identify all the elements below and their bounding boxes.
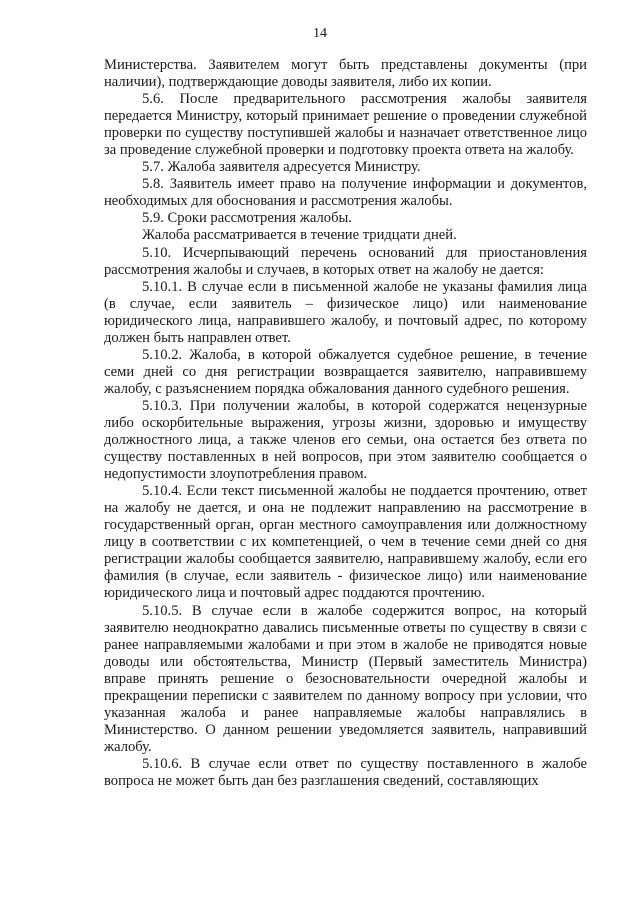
paragraph-5-10-3: 5.10.3. При получении жалобы, в которой содержатся нецензурные либо оскорбительные выражения, угрозы жизни, здоровью и имуществу должностного лица, а также членов его семьи, она остается без ответа по существу поставленных в ней вопросов, при этом заявителю сообщается о недопустимости злоупотребления правом. bbox=[104, 397, 587, 483]
paragraph-5-9: 5.9. Сроки рассмотрения жалобы. bbox=[142, 210, 352, 227]
paragraph-5-10-5: 5.10.5. В случае если в жалобе содержится вопрос, на который заявителю неоднократно давались письменные ответы по существу в связи с ранее направляемыми жалобами и при этом в жалобе не приводятся новые доводы или обстоятельства, Министр (Первый заместитель Министра) вправе принять решение о безосновательности очередной жалобы и прекращении переписки с заявителем по данному вопросу при условии, что указанная жалоба и ранее направляемые жалобы направлялись в Министерство. О данном решении уведомляется заявитель, направивший жалобу. bbox=[104, 602, 587, 755]
paragraph-5-10-2: 5.10.2. Жалоба, в которой обжалуется судебное решение, в течение семи дней со дня регистрации возвращается заявителю, направившему жалобу, с разъяснением порядка обжалования данного судебного решения. bbox=[104, 346, 587, 397]
paragraph-5-10-4: 5.10.4. Если текст письменной жалобы не поддается прочтению, ответ на жалобу не дается, и она не подлежит направлению на рассмотрение в государственный орган, орган местного самоуправления или должностному лицу в соответствии с их компетенцией, о чем в течение семи дней со дня регистрации жалобы сообщается заявителю, направившему жалобу, если его фамилия (в случае, если заявитель - физическое лицо) или наименование юридического лица и почтовый адрес поддаются прочтению. bbox=[104, 483, 587, 602]
paragraph-5-7: 5.7. Жалоба заявителя адресуется Министру. bbox=[142, 159, 421, 176]
paragraph-5-10-1: 5.10.1. В случае если в письменной жалобе не указаны фамилия лица (в случае, если заявитель – физическое лицо) или наименование юридического лица, направившего жалобу, и почтовый адрес, по которому должен быть направлен ответ. bbox=[104, 278, 587, 346]
paragraph-5-8: 5.8. Заявитель имеет право на получение информации и документов, необходимых для обоснования и рассмотрения жалобы. bbox=[104, 176, 587, 210]
document-body bbox=[104, 57, 587, 790]
paragraph-5-10: 5.10. Исчерпывающий перечень оснований для приостановления рассмотрения жалобы и случаев, в которых ответ на жалобу не дается: bbox=[104, 244, 587, 278]
paragraph-continuation: Министерства. Заявителем могут быть представлены документы (при наличии), подтверждающие доводы заявителя, либо их копии. bbox=[104, 57, 587, 91]
paragraph-5-10-6: 5.10.6. В случае если ответ по существу поставленного в жалобе вопроса не может быть дан без разглашения сведений, составляющих bbox=[104, 755, 587, 789]
page-number: 14 bbox=[313, 26, 327, 41]
paragraph-5-6: 5.6. После предварительного рассмотрения жалобы заявителя передается Министру, который принимает решение о проведении служебной проверки по существу поступившей жалобы и назначает ответственное лицо за проведение служебной проверки и подготовку проекта ответа на жалобу. bbox=[104, 91, 587, 159]
paragraph-5-9-text: Жалоба рассматривается в течение тридцати дней. bbox=[142, 227, 457, 244]
